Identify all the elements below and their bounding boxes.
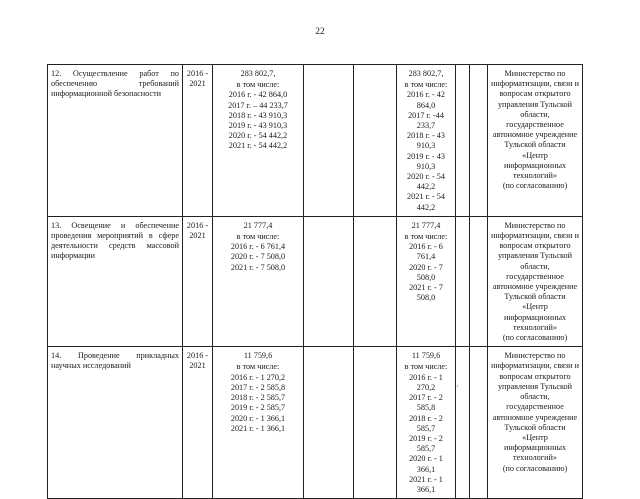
activity-name-line: проведения мероприятий в сфере: [51, 231, 179, 241]
responsible-org-line: управления Тульской: [497, 381, 573, 391]
empty-cell: [304, 347, 354, 499]
empty-cell: [456, 347, 470, 499]
responsible-org-line: информационных: [503, 312, 567, 322]
responsible-org-line: технологий»: [513, 171, 557, 181]
funding-year-line: 2021 г. - 7 508,0: [230, 262, 286, 272]
funding-year-line: 2016 г. - 1 270,2: [409, 372, 443, 392]
funding-year-line: в том числе:: [236, 362, 280, 372]
funding-year-line: 2018 г. - 43 910,3: [228, 110, 288, 120]
responsible-org-line: информатизации, связи и: [491, 231, 579, 241]
period-cell: [183, 216, 213, 346]
total-funding-cell: [213, 65, 304, 217]
funding-year-line: 2019 г. - 43 910,3: [407, 151, 445, 171]
funding-year-line: в том числе:: [404, 232, 448, 242]
empty-cell: [470, 65, 488, 217]
funding-year-line: 2017 г. – 44 233,7: [228, 100, 288, 110]
period-line: 2016 -: [186, 220, 209, 230]
funding-year-line: 2021 г. - 1 366,1: [230, 423, 286, 433]
funding-year-line: 2021 г. - 1 366,1: [409, 474, 443, 494]
responsible-org-line: вопросам открытого: [499, 371, 571, 381]
funding-year-line: 2020 г. - 7 508,0: [230, 252, 286, 262]
funding-year-line: 2017 г. - 2 585,8: [409, 393, 443, 413]
funding-year-line: 2021 г. - 54 442,2: [407, 192, 445, 212]
responsible-org-line: информационных: [503, 443, 567, 453]
responsible-org-line: (по согласованию): [502, 181, 568, 191]
empty-cell: [470, 216, 488, 346]
activity-name-line: 13. Освещение и обеспечение: [51, 220, 179, 230]
activity-name-cell: [48, 65, 183, 217]
period-line: 2016 -: [186, 69, 209, 78]
empty-cell: [456, 65, 470, 217]
period-line: 2021: [189, 79, 206, 89]
total-funding-cell: [213, 347, 304, 499]
responsible-org-line: информатизации, связи и: [491, 361, 579, 371]
table-row: [48, 65, 583, 217]
activity-name-cell: [48, 347, 183, 499]
responsible-org-line: области, государственное: [506, 109, 564, 130]
activity-name-line: обеспечению требований: [51, 79, 179, 89]
responsible-org-cell: [488, 347, 583, 499]
funding-total: 283 802,7,: [240, 69, 276, 78]
funding-total: 21 777,4: [243, 220, 273, 230]
activity-name-line: 12. Осуществление работ по: [51, 69, 179, 78]
table-row: [48, 347, 583, 499]
responsible-org-line: вопросам открытого: [499, 89, 571, 99]
program-activities-table: [47, 64, 583, 499]
period-cell: [183, 65, 213, 217]
funding-year-line: 2016 г. - 6 761,4: [409, 242, 443, 262]
empty-cell: [470, 347, 488, 499]
empty-cell: [304, 216, 354, 346]
funding-year-line: 2018 г. - 2 585,7: [230, 393, 286, 403]
period-line: 2021: [189, 231, 206, 241]
funding-year-line: 2019 г. - 2 585,7: [409, 433, 443, 454]
responsible-org-line: (по согласованию): [502, 463, 568, 473]
funding-total: 11 759,6: [243, 351, 273, 361]
regional-funding-cell: [397, 65, 456, 217]
funding-year-line: 2019 г. - 2 585,7: [230, 403, 286, 413]
funding-total: 21 777,4: [411, 220, 441, 230]
funding-year-line: 2017 г. - 2 585,8: [230, 382, 286, 392]
responsible-org-line: вопросам открытого: [499, 241, 571, 251]
funding-year-line: 2016 г. - 1 270,2: [230, 372, 286, 382]
regional-funding-cell: [397, 347, 456, 499]
funding-year-line: в том числе:: [236, 80, 280, 90]
stray-mark: ·: [456, 382, 459, 391]
empty-cell: [456, 216, 470, 346]
funding-year-line: 2018 г. - 43 910,3: [407, 131, 445, 151]
empty-cell: [354, 65, 397, 217]
funding-year-line: в том числе:: [236, 232, 280, 242]
activity-name-line: научных исследований: [51, 361, 131, 371]
funding-year-line: в том числе:: [404, 80, 448, 90]
responsible-org-line: Министерство по: [504, 351, 566, 361]
table-row: [48, 216, 583, 346]
period-line: 2021: [189, 361, 206, 371]
funding-year-line: 2021 г. - 54 442,2: [228, 141, 288, 151]
funding-year-line: 2017 г. -44 233,7: [408, 110, 444, 131]
empty-cell: [304, 65, 354, 217]
funding-year-line: 2019 г. - 43 910,3: [228, 121, 288, 131]
funding-year-line: в том числе:: [404, 362, 448, 372]
funding-year-line: 2020 г. - 1 366,1: [230, 413, 286, 423]
empty-cell: [354, 347, 397, 499]
responsible-org-line: управления Тульской: [497, 251, 573, 261]
activity-name-line: 14. Проведение прикладных: [51, 351, 179, 361]
funding-year-line: 2016 г. - 6 761,4: [230, 242, 286, 252]
funding-year-line: 2016 г. - 42 864,0: [407, 90, 445, 110]
responsible-org-line: автономное учреждение: [492, 412, 578, 422]
responsible-org-cell: [488, 216, 583, 346]
responsible-org-line: Министерство по: [504, 69, 566, 78]
responsible-org-line: управления Тульской: [497, 99, 573, 109]
responsible-org-line: автономное учреждение: [492, 130, 578, 140]
activity-name-line: информационной безопасности: [51, 89, 162, 99]
responsible-org-line: автономное учреждение: [492, 282, 578, 292]
funding-year-line: 2020 г. - 7 508,0: [409, 262, 443, 282]
responsible-org-line: Министерство по: [504, 220, 566, 230]
funding-year-line: 2018 г. - 2 585,7: [409, 413, 443, 433]
responsible-org-line: технологий»: [513, 453, 557, 463]
page-number: 22: [315, 27, 325, 37]
activity-name-cell: [48, 216, 183, 346]
responsible-org-line: информационных: [503, 160, 567, 170]
period-line: 2016 -: [186, 351, 209, 361]
empty-cell: [354, 216, 397, 346]
funding-total: 283 802,7,: [408, 69, 444, 78]
activity-name-line: деятельности средств массовой: [51, 241, 179, 251]
responsible-org-line: Тульской области «Центр: [504, 422, 566, 442]
total-funding-cell: [213, 216, 304, 346]
funding-total: 11 759,6: [411, 351, 441, 361]
funding-year-line: 2020 г. - 54 442,2: [407, 172, 445, 192]
responsible-org-line: информатизации, связи и: [491, 79, 579, 89]
funding-year-line: 2016 г. - 42 864,0: [228, 90, 288, 100]
funding-year-line: 2020 г. - 1 366,1: [409, 454, 443, 474]
responsible-org-line: технологий»: [513, 322, 557, 332]
regional-funding-cell: [397, 216, 456, 346]
activity-name-line: информации: [51, 251, 96, 261]
responsible-org-line: области, государственное: [506, 261, 564, 281]
period-cell: [183, 347, 213, 499]
responsible-org-line: Тульской области «Центр: [504, 140, 566, 160]
responsible-org-line: (по согласованию): [502, 333, 568, 343]
responsible-org-line: области, государственное: [506, 392, 564, 412]
funding-year-line: 2020 г. - 54 442,2: [228, 131, 288, 141]
responsible-org-cell: [488, 65, 583, 217]
responsible-org-line: Тульской области «Центр: [504, 292, 566, 312]
funding-year-line: 2021 г. - 7 508,0: [409, 283, 443, 303]
